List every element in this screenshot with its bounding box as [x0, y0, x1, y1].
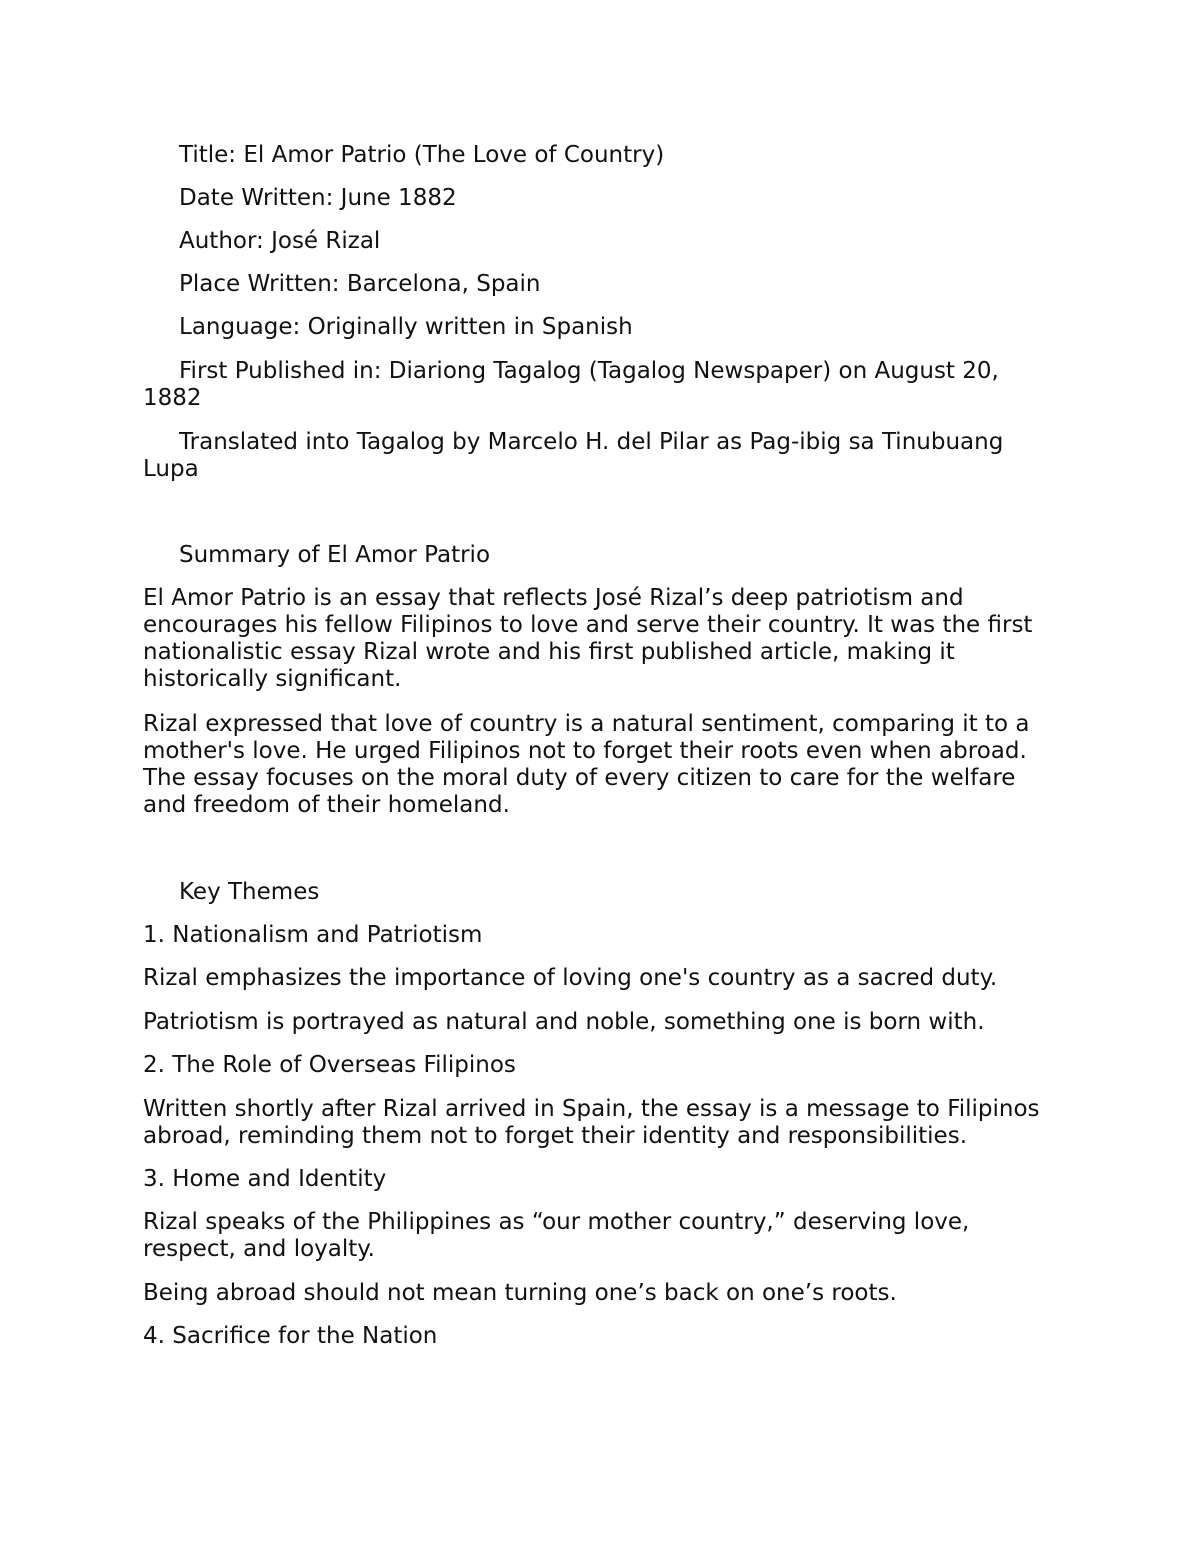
theme-1-text-1: Rizal emphasizes the importance of loving one's country as a sacred duty.	[143, 965, 998, 991]
place-written-line: Place Written: Barcelona, Spain	[179, 271, 541, 297]
summary-paragraph-2: Rizal expressed that love of country is a natural sentiment, comparing it to a mother's love. He urged Filipinos not to forget their roots even when abroad. The essay focuses on the moral duty of every citizen to care for the welfare and freedom of their homeland.	[143, 711, 1030, 818]
theme-3-text-1: Rizal speaks of the Philippines as “our mother country,” deserving love, respect, and loyalty.	[143, 1209, 970, 1262]
date-written-line: Date Written: June 1882	[179, 185, 457, 211]
language-line: Language: Originally written in Spanish	[179, 314, 633, 340]
translated-line: Translated into Tagalog by Marcelo H. del Pilar as Pag-ibig sa Tinubuang Lupa	[143, 429, 1004, 482]
theme-2-text-1: Written shortly after Rizal arrived in Spain, the essay is a message to Filipinos abroad, reminding them not to forget their identity and responsibilities.	[143, 1096, 1040, 1149]
theme-2-title: 2. The Role of Overseas Filipinos	[143, 1052, 516, 1078]
summary-paragraph-1: El Amor Patrio is an essay that reflects José Rizal’s deep patriotism and encourages his fellow Filipinos to love and serve their country. It was the first nationalistic essay Rizal wrote and his first published article, making it historically significant.	[143, 585, 1033, 692]
theme-1-text-2: Patriotism is portrayed as natural and noble, something one is born with.	[143, 1009, 985, 1035]
title-line: Title: El Amor Patrio (The Love of Country)	[179, 142, 665, 168]
key-themes-heading: Key Themes	[179, 879, 320, 905]
summary-heading: Summary of El Amor Patrio	[179, 542, 491, 568]
theme-4-title: 4. Sacrifice for the Nation	[143, 1323, 438, 1349]
theme-3-text-2: Being abroad should not mean turning one’s back on one’s roots.	[143, 1280, 897, 1306]
theme-3-title: 3. Home and Identity	[143, 1166, 387, 1192]
theme-1-title: 1. Nationalism and Patriotism	[143, 922, 483, 948]
first-published-line: First Published in: Diariong Tagalog (Tagalog Newspaper) on August 20, 1882	[143, 358, 999, 411]
author-line: Author: José Rizal	[179, 228, 381, 254]
